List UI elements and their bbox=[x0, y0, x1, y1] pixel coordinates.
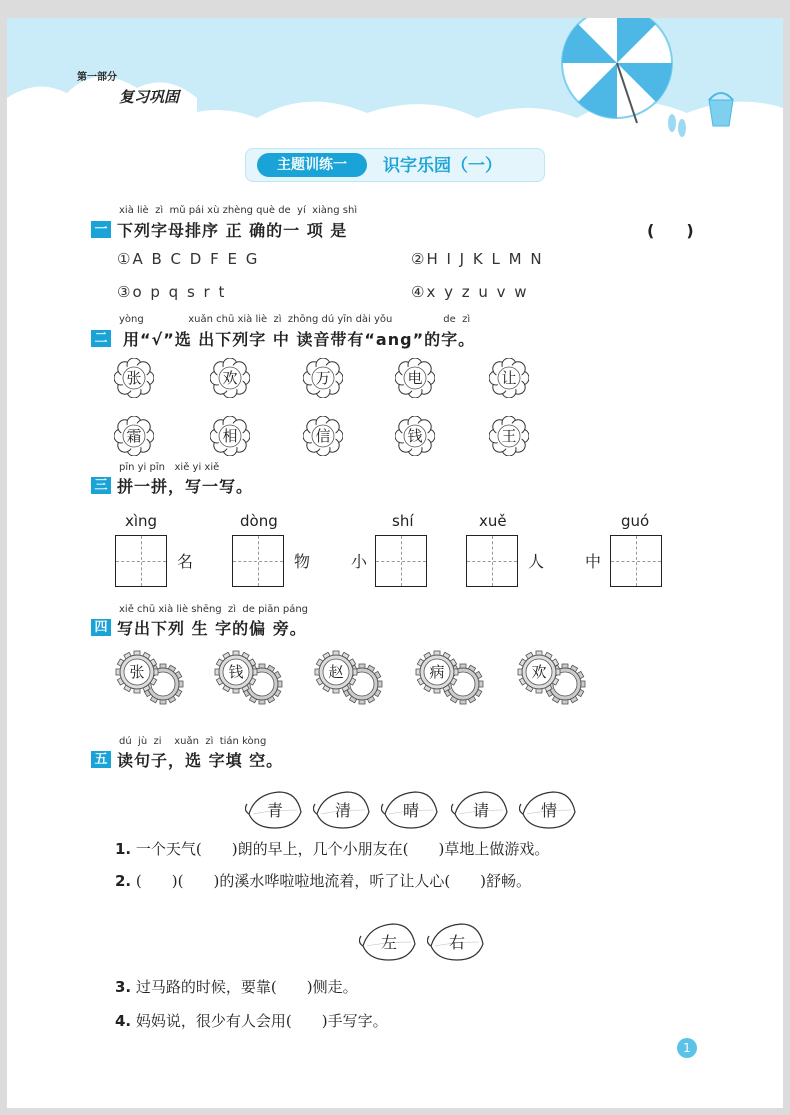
flower-char-2-1[interactable] bbox=[114, 416, 154, 456]
leaf-choice-a-2[interactable] bbox=[313, 786, 373, 831]
flower-char-label: 霜 bbox=[126, 427, 142, 445]
flower-char-label: 欢 bbox=[222, 369, 238, 387]
q1-option-4[interactable]: ④x y z u v w bbox=[411, 283, 529, 301]
q2-pinyin: yòng xuǎn chū xià liè zì zhōng dú yīn dài yǒu de zì bbox=[119, 314, 471, 325]
leaf-choice-b-2[interactable] bbox=[427, 918, 487, 963]
gear-char-label: 张 bbox=[129, 663, 145, 681]
q3-writing-grid-1[interactable] bbox=[115, 535, 167, 587]
page-number: 1 bbox=[677, 1038, 697, 1058]
sentence-4 bbox=[115, 1010, 388, 1031]
leaf-char-label: 清 bbox=[334, 801, 351, 820]
q3-pinyin: pīn yi pīn xiě yi xiě bbox=[119, 462, 220, 473]
q3-pinyin-2: dòng bbox=[240, 512, 278, 530]
flower-char-label: 相 bbox=[222, 427, 238, 445]
sentence-1 bbox=[115, 838, 549, 859]
flower-char-2-3[interactable] bbox=[303, 416, 343, 456]
sentence-1-text[interactable]: 一个天气( )朗的早上，几个小朋友在( )草地上做游戏。 bbox=[131, 840, 550, 858]
q1-number: 一 bbox=[91, 221, 111, 238]
gear-char-5[interactable] bbox=[517, 648, 592, 708]
leaf-choice-b-1[interactable] bbox=[359, 918, 419, 963]
q5-text: 读句子，选 字填 空。 bbox=[117, 751, 284, 770]
q3-char-2: 物 bbox=[294, 552, 311, 571]
q2-number: 二 bbox=[91, 330, 111, 347]
q1-option-2[interactable]: ②H I J K L M N bbox=[411, 250, 544, 268]
q3-writing-grid-5[interactable] bbox=[610, 535, 662, 587]
flower-char-1-3[interactable] bbox=[303, 358, 343, 398]
q1-option-1[interactable]: ①A B C D F E G bbox=[117, 250, 260, 268]
leaf-char-label: 请 bbox=[472, 801, 489, 820]
leaf-choice-a-4[interactable] bbox=[451, 786, 511, 831]
q3-char-3: 小 bbox=[351, 552, 368, 571]
sentence-3 bbox=[115, 976, 358, 997]
q1-text: 下列字母排序 正 确的一 项 是 bbox=[117, 221, 348, 240]
gear-char-label: 病 bbox=[429, 663, 445, 681]
flower-char-label: 信 bbox=[315, 427, 331, 445]
flower-char-label: 钱 bbox=[407, 427, 423, 445]
gear-char-3[interactable] bbox=[314, 648, 389, 708]
sentence-4-text[interactable]: 妈妈说，很少有人会用( )手写字。 bbox=[131, 1012, 388, 1030]
flower-char-label: 王 bbox=[501, 427, 517, 445]
leaf-char-label: 左 bbox=[380, 933, 397, 952]
gear-char-label: 钱 bbox=[228, 663, 244, 681]
sentence-3-text[interactable]: 过马路的时候，要靠( )侧走。 bbox=[131, 978, 358, 996]
flower-char-label: 万 bbox=[315, 369, 331, 387]
sentence-4-number: 4. bbox=[115, 1012, 132, 1030]
q1-pinyin: xià liè zì mǔ pái xù zhèng què de yí xiàng shì bbox=[119, 205, 358, 216]
gear-char-1[interactable] bbox=[115, 648, 190, 708]
q3-pinyin-1: xìng bbox=[125, 512, 158, 530]
leaf-char-label: 晴 bbox=[402, 801, 419, 820]
flower-char-1-5[interactable] bbox=[489, 358, 529, 398]
flower-char-2-5[interactable] bbox=[489, 416, 529, 456]
q1-option-3[interactable]: ③o p q s r t bbox=[117, 283, 227, 301]
q3-char-1: 名 bbox=[177, 552, 194, 571]
flower-char-1-1[interactable] bbox=[114, 358, 154, 398]
flower-char-2-4[interactable] bbox=[395, 416, 435, 456]
topic-tag: 主题训练一 bbox=[257, 153, 367, 177]
gear-char-4[interactable] bbox=[415, 648, 490, 708]
gear-char-label: 赵 bbox=[328, 663, 344, 681]
q3-char-4: 人 bbox=[528, 552, 545, 571]
q3-pinyin-4: xuě bbox=[479, 512, 507, 530]
q4-number: 四 bbox=[91, 619, 111, 636]
sentence-3-number: 3. bbox=[115, 978, 132, 996]
flower-char-label: 张 bbox=[126, 369, 142, 387]
sentence-2 bbox=[115, 870, 531, 891]
q3-writing-grid-4[interactable] bbox=[466, 535, 518, 587]
q2-text: 用“√”选 出下列字 中 读音带有“ang”的字。 bbox=[123, 330, 476, 349]
gear-char-2[interactable] bbox=[214, 648, 289, 708]
q3-pinyin-5: guó bbox=[621, 512, 650, 530]
flower-char-label: 让 bbox=[501, 369, 517, 387]
q3-char-5: 中 bbox=[585, 552, 602, 571]
topic-title: 识字乐园（一） bbox=[383, 156, 502, 176]
flower-char-2-2[interactable] bbox=[210, 416, 250, 456]
q3-text: 拼一拼，写一写。 bbox=[117, 477, 254, 496]
gear-char-label: 欢 bbox=[531, 663, 547, 681]
flower-char-1-2[interactable] bbox=[210, 358, 250, 398]
leaf-choice-a-1[interactable] bbox=[245, 786, 305, 831]
leaf-char-label: 右 bbox=[448, 933, 465, 952]
q3-pinyin-3: shí bbox=[392, 512, 414, 530]
leaf-choice-a-3[interactable] bbox=[381, 786, 441, 831]
flower-char-1-4[interactable] bbox=[395, 358, 435, 398]
sentence-1-number: 1. bbox=[115, 840, 132, 858]
leaf-char-label: 情 bbox=[540, 801, 557, 820]
q5-pinyin: dú jù zi xuǎn zì tián kòng bbox=[119, 736, 267, 747]
leaf-char-label: 青 bbox=[266, 801, 283, 820]
q5-number: 五 bbox=[91, 751, 111, 768]
part-title: 复习巩固 bbox=[119, 88, 180, 106]
leaf-choice-a-5[interactable] bbox=[519, 786, 579, 831]
q3-writing-grid-3[interactable] bbox=[375, 535, 427, 587]
sentence-2-text[interactable]: ( )( )的溪水哗啦啦地流着，听了让人心( )舒畅。 bbox=[131, 872, 532, 890]
q1-answer-blank[interactable]: ( ) bbox=[647, 221, 694, 240]
flower-char-label: 电 bbox=[407, 369, 423, 387]
q4-text: 写出下列 生 字的偏 旁。 bbox=[117, 619, 307, 638]
sentence-2-number: 2. bbox=[115, 872, 132, 890]
worksheet-page bbox=[7, 18, 783, 1108]
q3-writing-grid-2[interactable] bbox=[232, 535, 284, 587]
part-label: 第一部分 bbox=[77, 72, 117, 83]
q3-number: 三 bbox=[91, 477, 111, 494]
q4-pinyin: xiě chū xià liè shēng zì de piān páng bbox=[119, 604, 309, 615]
